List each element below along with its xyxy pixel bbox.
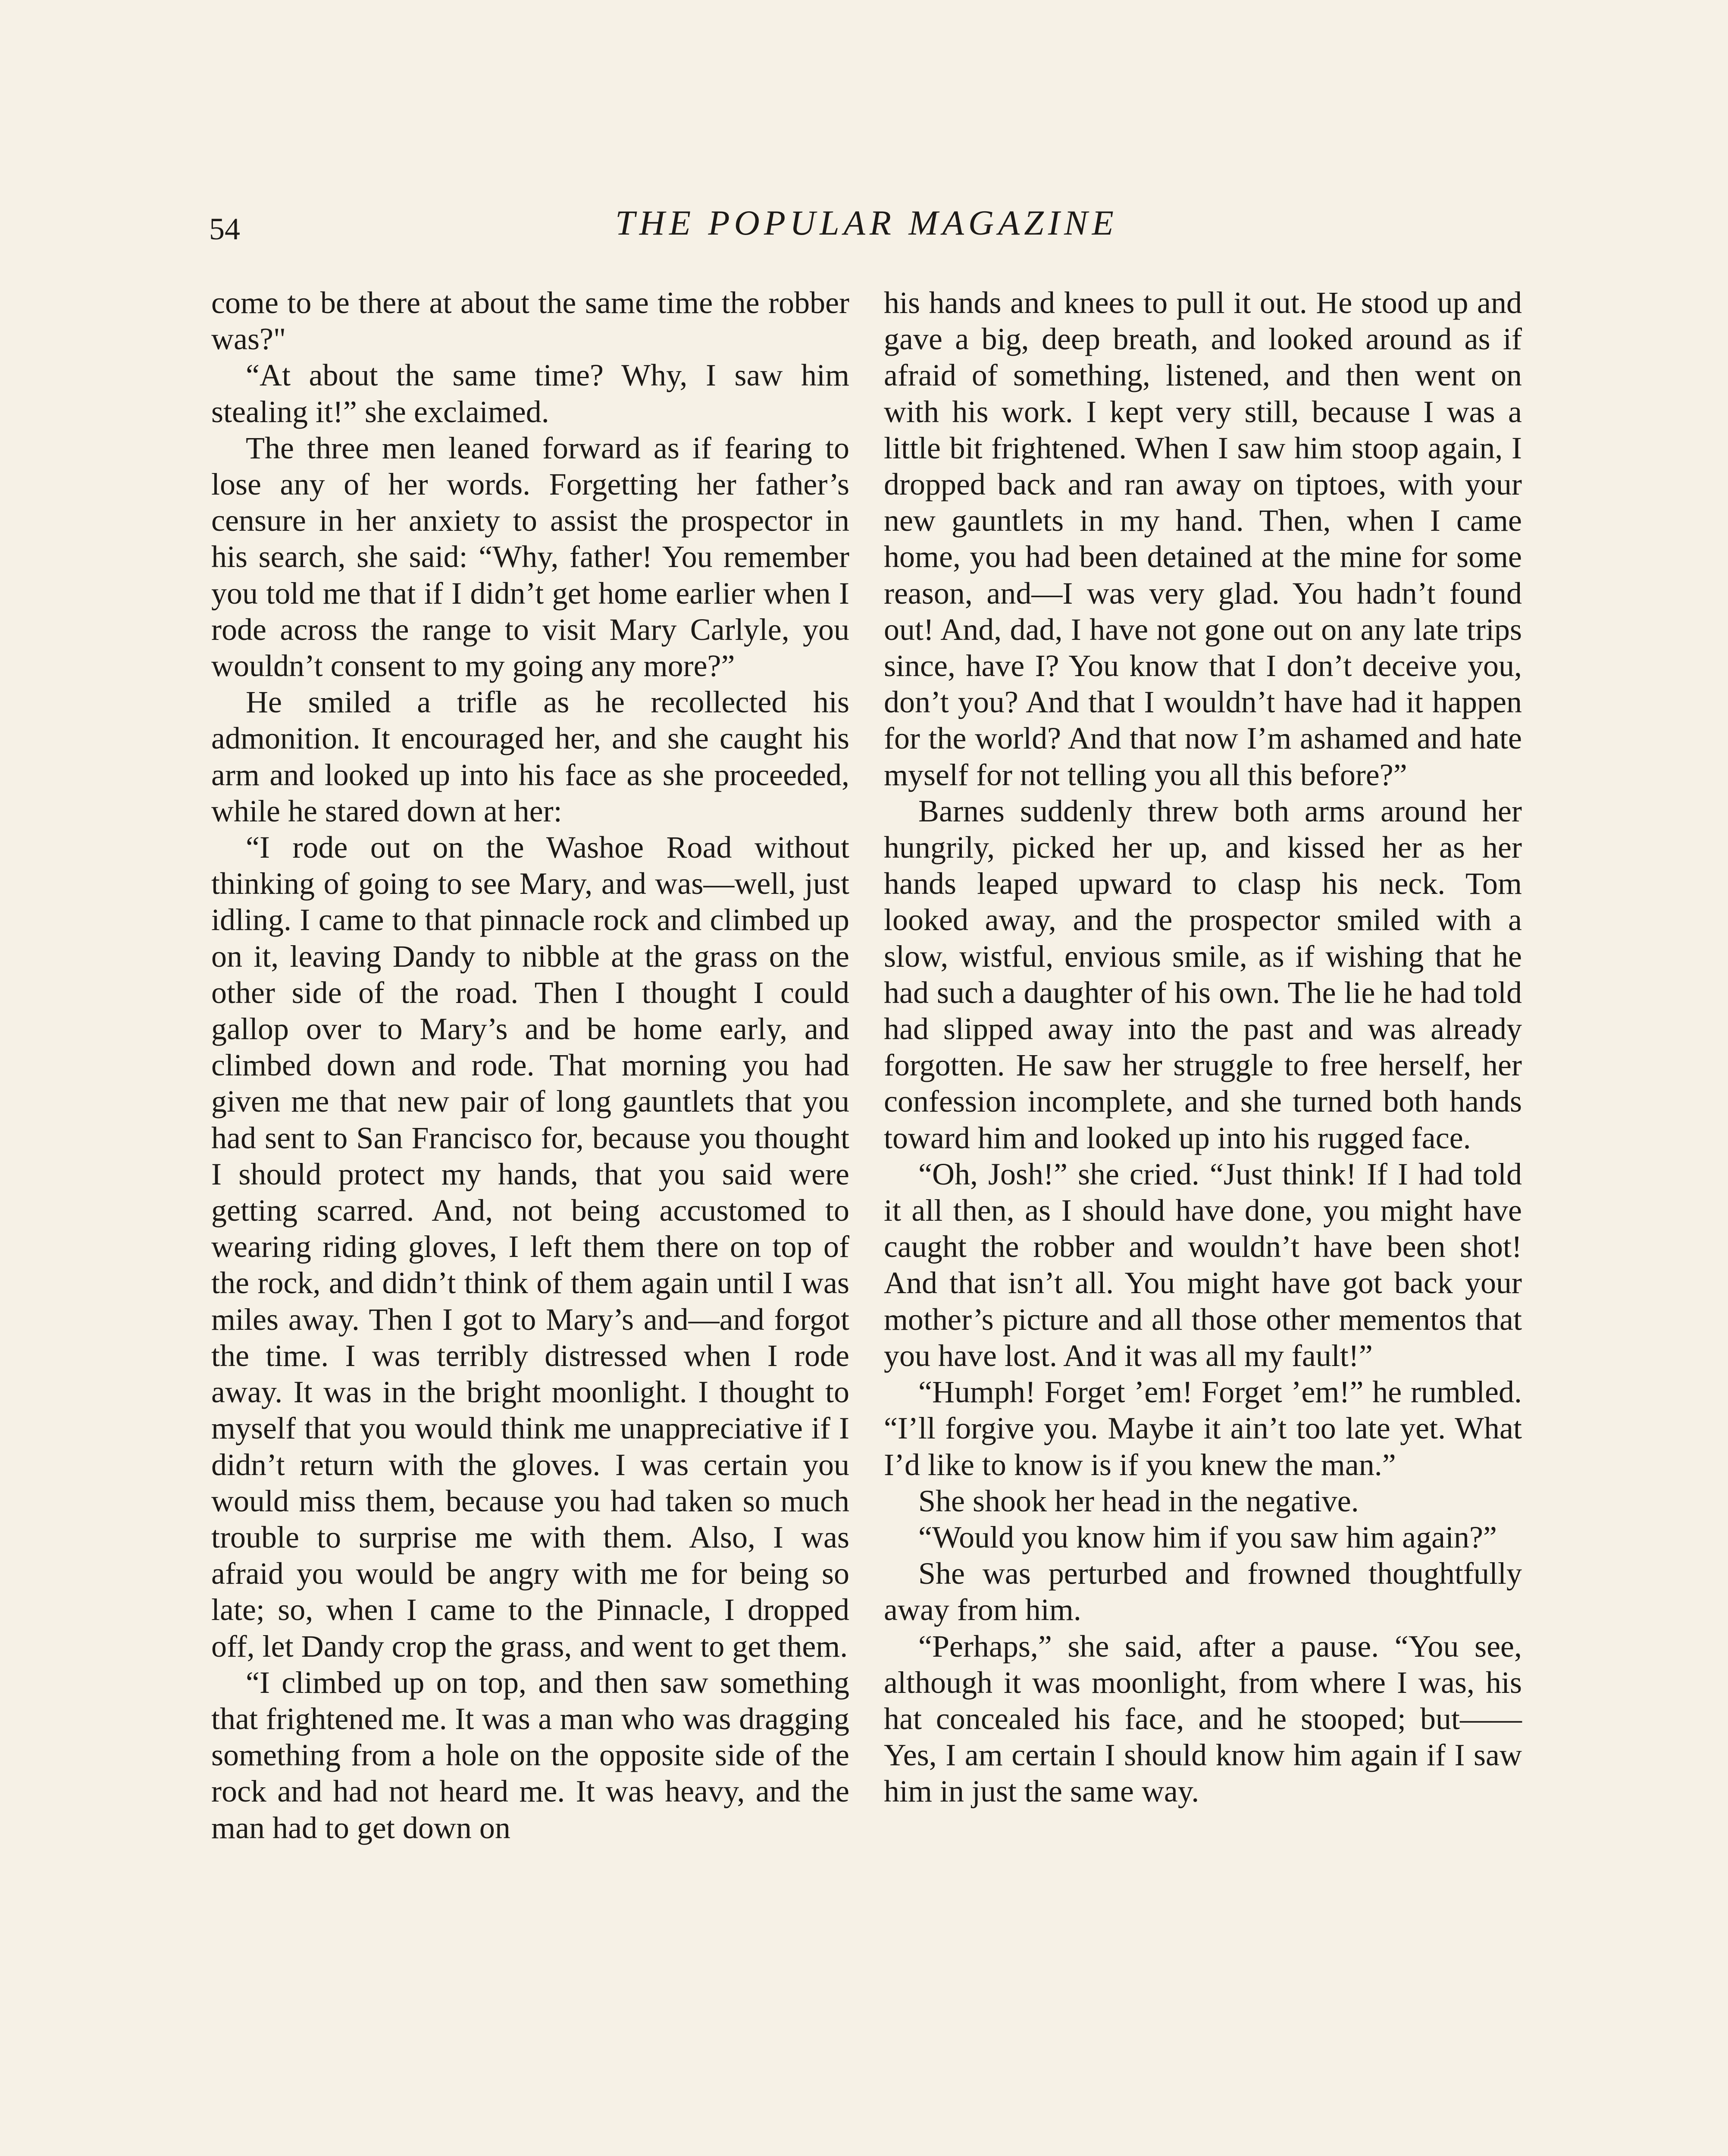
paragraph: “I climbed up on top, and then saw something that frightened me. It was a man who was dragging something from a hole on the opposite side of the rock and had not heard me. It was heavy, and the man had to get down on xyxy=(211,1665,849,1845)
paragraph: “I rode out on the Washoe Road without thinking of going to see Mary, and was—well, just idling. I came to that pinnacle rock and climbed up on it, leaving Dandy to nibble at the grass on the other side of the road. Then I thought I could gallop over to Mary’s and be home early, and climbed down and rode. That morning you had given me that new pair of long gauntlets that you had sent to San Francisco for, because you thought I should protect my hands, that you said were getting scarred. And, not being accustomed to wearing riding gloves, I left them there on top of the rock, and didn’t think of them again until I was miles away. Then I got to Mary’s and—and forgot the time. I was terribly distressed when I rode away. It was in the bright moonlight. I thought to myself that you would think me unappreciative if I didn’t return with the gloves. I was certain you would miss them, because you had taken so much trouble to surprise me with them. Also, I was afraid you would be angry with me for being so late; so, when I came to the Pinnacle, I dropped off, let Dandy crop the grass, and went to get them. xyxy=(211,830,849,1664)
paragraph: The three men leaned forward as if fearing to lose any of her words. Forgetting her father’s censure in her anxiety to assist the prospector in his search, she said: “Why, father! You remember you told me that if I didn’t get home earlier when I rode across the range to visit Mary Carlyle, you wouldn’t consent to my going any more?” xyxy=(211,430,849,683)
paragraph: “Oh, Josh!” she cried. “Just think! If I had told it all then, as I should have done, you might have caught the robber and wouldn’t have been shot! And that isn’t all. You might have got back your mother’s picture and all those other mementos that you have lost. And it was all my fault!” xyxy=(884,1156,1522,1373)
paragraph: Barnes suddenly threw both arms around her hungrily, picked her up, and kissed her as her hands leaped upward to clasp his neck. Tom looked away, and the prospector smiled with a slow, wistful, envious smile, as if wishing that he had such a daughter of his own. The lie he had told had slipped away into the past and was already forgotten. He saw her struggle to free herself, her confession incomplete, and she turned both hands toward him and looked up into his rugged face. xyxy=(884,793,1522,1155)
paragraph: “Would you know him if you saw him again?” xyxy=(918,1520,1497,1554)
paragraph: “Humph! Forget ’em! Forget ’em!” he rumbled. “I’ll forgive you. Maybe it ain’t too late yet. What I’d like to know is if you knew the man.” xyxy=(884,1375,1522,1482)
running-title: THE POPULAR MAGAZINE xyxy=(615,203,1118,242)
left-column xyxy=(211,285,849,1846)
paragraph: He smiled a trifle as he recollected his admonition. It encouraged her, and she caught his arm and looked up into his face as she proceeded, while he stared down at her: xyxy=(211,685,849,828)
paragraph: She shook her head in the negative. xyxy=(918,1483,1359,1518)
right-column xyxy=(884,285,1522,1810)
paragraph: “At about the same time? Why, I saw him stealing it!” she exclaimed. xyxy=(211,358,849,429)
paragraph: come to be there at about the same time the robber was?" xyxy=(211,285,849,357)
paragraph: She was perturbed and frowned thoughtfully away from him. xyxy=(884,1556,1522,1627)
page-header xyxy=(209,203,1524,254)
paragraph: his hands and knees to pull it out. He stood up and gave a big, deep breath, and looked around as if afraid of something, listened, and then went on with his work. I kept very still, because I was a little bit frightened. When I saw him stoop again, I dropped back and ran away on tiptoes, with your new gauntlets in my hand. Then, when I came home, you had been detained at the mine for some reason, and—I was very glad. You hadn’t found out! And, dad, I have not gone out on any late trips since, have I? You know that I don’t deceive you, don’t you? And that I wouldn’t have had it happen for the world? And that now I’m ashamed and hate myself for not telling you all this before?” xyxy=(884,285,1522,792)
paragraph: “Perhaps,” she said, after a pause. “You see, although it was moonlight, from where I was, his hat concealed his face, and he stooped; but—— Yes, I am certain I should know him again if I saw him in just the same way. xyxy=(884,1629,1522,1809)
page-number: 54 xyxy=(209,212,240,246)
